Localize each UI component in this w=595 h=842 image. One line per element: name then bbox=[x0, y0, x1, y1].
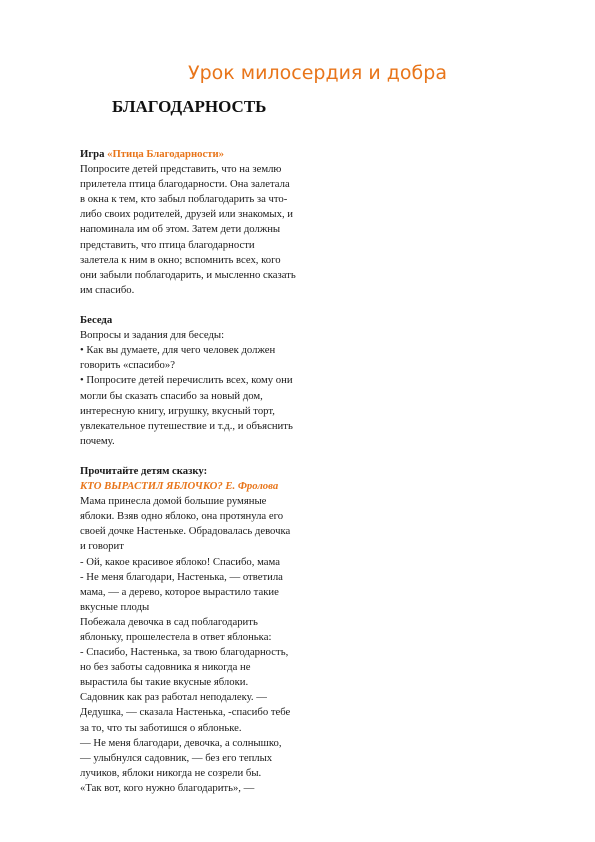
text-line: «Так вот, кого нужно благодарить», — bbox=[80, 781, 255, 794]
game-prefix: Игра bbox=[80, 148, 108, 160]
page-title: Урок милосердия и добра bbox=[188, 62, 447, 84]
text-line: Попросите детей представить, что на землю bbox=[80, 163, 282, 176]
text-line: интересную книгу, игрушку, вкусный торт, bbox=[80, 404, 275, 417]
talk-heading: Беседа bbox=[80, 314, 113, 327]
text-line: Садовник как раз работал неподалеку. — bbox=[80, 691, 267, 704]
text-line: напоминала им об этом. Затем дети должны bbox=[80, 223, 281, 236]
text-line: либо своих родителей, друзей или знакомых, и bbox=[80, 208, 294, 221]
text-line: за то, что ты заботишся о яблоньке. bbox=[80, 721, 242, 734]
text-line: в окна к тем, кто забыл поблагодарить за что- bbox=[80, 193, 288, 206]
text-line: Вопросы и задания для беседы: bbox=[80, 329, 225, 342]
text-line: говорить «спасибо»? bbox=[80, 359, 175, 372]
document-body bbox=[80, 147, 330, 796]
text-line: могли бы сказать спасибо за новый дом, bbox=[80, 389, 263, 402]
text-line: яблоки. Взяв одно яблоко, она протянула его bbox=[80, 510, 284, 523]
talk-paragraph bbox=[80, 328, 330, 449]
text-line: залетела к ним в окно; вспомнить всех, кого bbox=[80, 253, 281, 266]
text-line: они забыли поблагодарить, и мысленно сказать bbox=[80, 268, 296, 281]
game-paragraph bbox=[80, 162, 330, 298]
spacer bbox=[80, 449, 330, 464]
text-line: прилетела птица благодарности. Она залетала bbox=[80, 178, 290, 191]
text-line: — Не меня благодари, девочка, а солнышко, bbox=[80, 736, 282, 749]
text-line: Дедушка, — сказала Настенька, -спасибо тебе bbox=[80, 706, 291, 719]
text-line: - Спасибо, Настенька, за твою благодарность, bbox=[80, 646, 289, 659]
text-line: Мама принесла домой большие румяные bbox=[80, 495, 267, 508]
text-line: вкусные плоды bbox=[80, 600, 150, 613]
text-line: почему. bbox=[80, 434, 115, 447]
text-line: яблоньку, прошелестела в ответ яблонька: bbox=[80, 631, 272, 643]
text-line: но без заботы садовника я никогда не bbox=[80, 661, 251, 674]
game-heading bbox=[80, 147, 330, 162]
text-line: — улыбнулся садовник, — без его теплых bbox=[80, 751, 273, 764]
text-line: • Попросите детей перечислить всех, кому они bbox=[80, 374, 293, 387]
text-line: - Ой, какое красивое яблоко! Спасибо, мама bbox=[80, 555, 280, 568]
text-line: • Как вы думаете, для чего человек должен bbox=[80, 344, 276, 357]
story-paragraph bbox=[80, 494, 330, 796]
text-line: вырастила бы такие вкусные яблоки. bbox=[80, 676, 249, 689]
story-heading: Прочитайте детям сказку: bbox=[80, 464, 208, 477]
text-line: и говорит bbox=[80, 540, 124, 553]
game-name: «Птица Благодарности» bbox=[107, 148, 224, 160]
text-line: лучиков, яблоки никогда не созрели бы. bbox=[80, 766, 262, 779]
text-line: мама, — а дерево, которое вырастило такие bbox=[80, 585, 279, 598]
story-name: КТО ВЫРАСТИЛ ЯБЛОЧКО? Е. Фролова bbox=[80, 480, 279, 493]
text-line: - Не меня благодари, Настенька, — ответила bbox=[80, 570, 283, 583]
spacer bbox=[80, 298, 330, 313]
text-line: им спасибо. bbox=[80, 283, 135, 296]
page-subtitle: БЛАГОДАРНОСТЬ bbox=[112, 97, 267, 116]
text-line: увлекательное путешествие и т.д., и объяснить bbox=[80, 419, 293, 432]
text-line: Побежала девочка в сад поблагодарить bbox=[80, 615, 258, 628]
text-line: своей дочке Настеньке. Обрадовалась девочка bbox=[80, 525, 291, 538]
text-line: представить, что птица благодарности bbox=[80, 238, 255, 251]
